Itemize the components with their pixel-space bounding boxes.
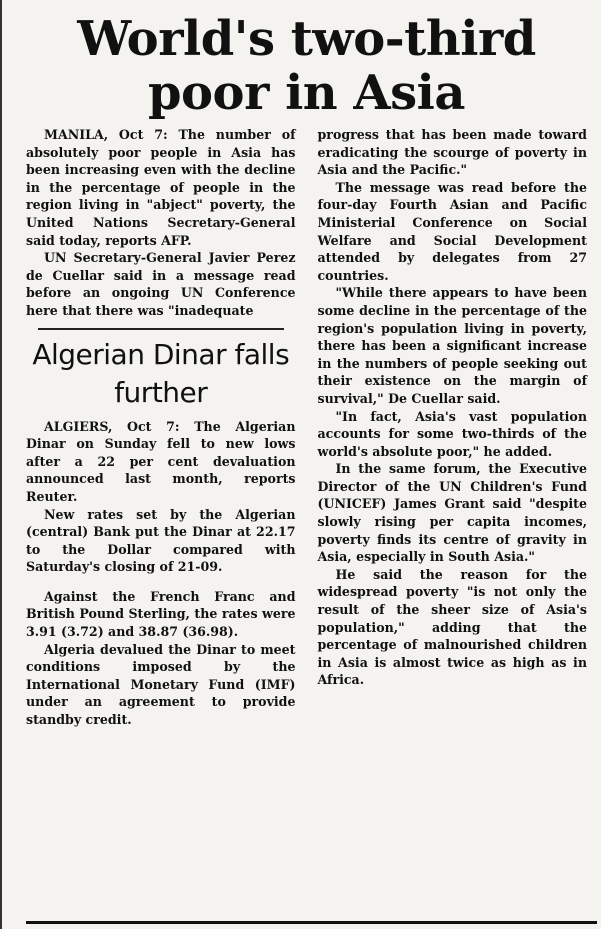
second-story-paragraph: Algeria devalued the Dinar to meet conditions imposed by the International Monetary Fund (IMF) under an agreement to provide standby credit.: [26, 641, 296, 728]
main-story-paragraph: In the same forum, the Executive Director of the UN Children's Fund (UNICEF) James Grant said "despite slowly rising per capita incomes, poverty finds its centre of gravity in Asia, especially in South Asia.": [317, 461, 587, 565]
main-story-paragraph: "In fact, Asia's vast population accounts for some two-thirds of the world's absolute poor," he added.: [317, 408, 587, 459]
main-headline: World's two-third poor in Asia: [77, 11, 536, 121]
right-column: [318, 126, 588, 729]
main-story-paragraph: progress that has been made toward eradicating the scourge of poverty in Asia and the Pacific.": [317, 127, 587, 178]
main-story-paragraph: "While there appears to have been some decline in the percentage of the region's population living in poverty, there has been a significant increase in the numbers of people seeking out their existence on the margin of survival," De Cuellar said.: [317, 285, 587, 406]
main-dateline: MANILA, Oct 7:: [44, 127, 168, 142]
main-story-paragraph: He said the reason for the widespread poverty "is not only the result of the sheer size of Asia's population," adding that the percentage of malnourished children in Asia is almost twice as high as in Africa.: [317, 566, 587, 688]
second-story-paragraph: New rates set by the Algerian (central) Bank put the Dinar at 22.17 to the Dollar compared with Saturday's closing of 21-09.: [26, 506, 296, 575]
second-story-paragraph: [26, 418, 296, 506]
left-column: [26, 126, 296, 729]
main-story-paragraph: UN Secretary-General Javier Perez de Cuellar said in a message read before an ongoing UN Conference here that there was "inadequate: [26, 250, 296, 318]
main-story-paragraph: The message was read before the four-day Fourth Asian and Pacific Ministerial Conference on Social Welfare and Social Development attended by delegates from 27 countries.: [317, 179, 587, 283]
main-story-text: The number of absolutely poor people in Asia has been increasing even with the decline in the percentage of people in the region living in "abject" poverty, the United Nations Secretary-General said today, reports AFP.: [26, 127, 296, 248]
main-story-paragraph: [26, 126, 296, 249]
second-story-paragraph: Against the French Franc and British Pound Sterling, the rates were 3.91 (3.72) and 38.87 (36.98).: [26, 588, 296, 640]
second-headline: Algerian Dinar falls further: [32, 337, 290, 409]
article-columns: [26, 126, 587, 729]
second-story-text: The Algerian Dinar on Sunday fell to new lows after a 22 per cent devaluation announced last month, reports Reuter.: [26, 418, 296, 504]
bottom-rule: [26, 921, 597, 924]
section-divider: [38, 328, 284, 330]
second-dateline: ALGIERS, Oct 7:: [44, 418, 180, 434]
